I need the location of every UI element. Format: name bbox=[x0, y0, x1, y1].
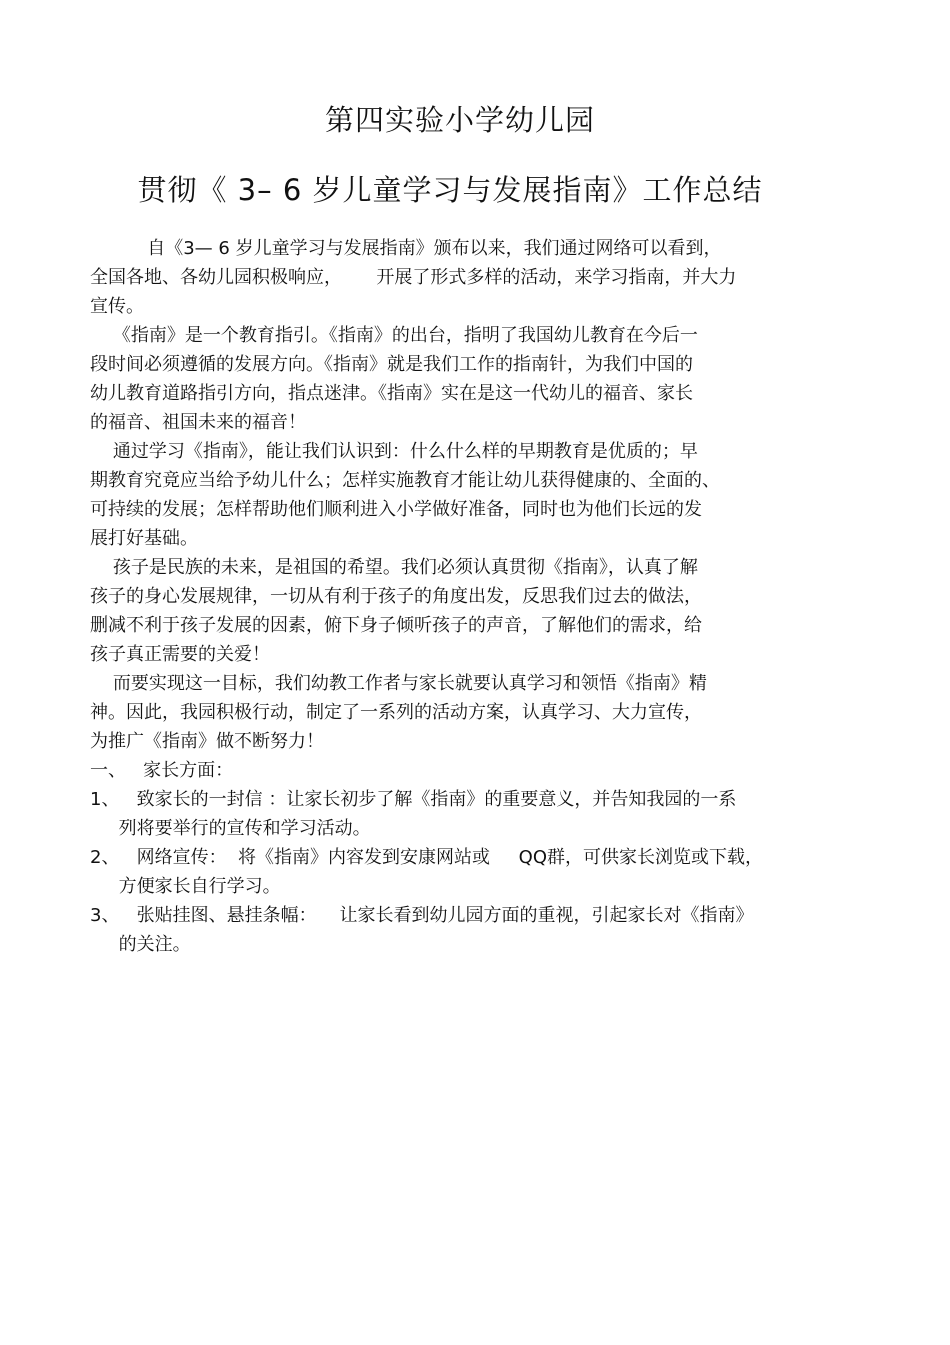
text-line: 全国各地、各幼儿园积极响应， 开展了形式多样的活动，来学习指南，并大力 bbox=[90, 267, 737, 288]
list-item-line: 的关注。 bbox=[90, 934, 191, 955]
document-subtitle: 贯彻《 3– 6 岁儿童学习与发展指南》工作总结 bbox=[137, 173, 763, 207]
list-item-line: 1、 致家长的一封信 ：让家长初步了解《指南》的重要意义，并告知我园的一系 bbox=[90, 789, 737, 810]
text-line: 可持续的发展；怎样帮助他们顺利进入小学做好准备，同时也为他们长远的发 bbox=[90, 499, 702, 520]
text-line: 为推广《指南》做不断努力！ bbox=[90, 731, 324, 752]
text-line: 《指南》是一个教育指引。《指南》的出台，指明了我国幼儿教育在今后一 bbox=[90, 325, 698, 346]
paragraph-3 bbox=[90, 437, 850, 553]
document-title: 第四实验小学幼儿园 bbox=[324, 103, 595, 137]
text-line: 通过学习《指南》，能让我们认识到：什么什么样的早期教育是优质的；早 bbox=[90, 441, 698, 462]
list-item-line: 列将要举行的宣传和学习活动。 bbox=[90, 818, 371, 839]
list-item-2 bbox=[90, 843, 850, 901]
text-line: 段时间必须遵循的发展方向。《指南》就是我们工作的指南针，为我们中国的 bbox=[90, 354, 693, 375]
list-item-3 bbox=[90, 901, 850, 959]
list-item-line: 3、 张贴挂图、悬挂条幅： 让家长看到幼儿园方面的重视，引起家长对《指南》 bbox=[90, 905, 754, 926]
list-item-1 bbox=[90, 785, 850, 843]
document-body bbox=[90, 234, 850, 959]
paragraph-5 bbox=[90, 669, 850, 756]
paragraph-1 bbox=[90, 234, 850, 321]
text-line: 孩子是民族的未来，是祖国的希望。我们必须认真贯彻《指南》，认真了解 bbox=[90, 557, 698, 578]
text-line: 幼儿教育道路指引方向，指点迷津。《指南》实在是这一代幼儿的福音、家长 bbox=[90, 383, 693, 404]
text-line: 的福音、祖国未来的福音！ bbox=[90, 412, 306, 433]
paragraph-4 bbox=[90, 553, 850, 669]
list-item-line: 方便家长自行学习。 bbox=[90, 876, 281, 897]
text-line: 孩子的身心发展规律，一切从有利于孩子的角度出发，反思我们过去的做法， bbox=[90, 586, 702, 607]
text-line: 展打好基础。 bbox=[90, 528, 198, 549]
paragraph-2 bbox=[90, 321, 850, 437]
list-item-line: 2、 网络宣传： 将《指南》内容发到安康网站或 QQ群，可供家长浏览或下载， bbox=[90, 847, 764, 868]
text-line: 删减不利于孩子发展的因素，俯下身子倾听孩子的声音，了解他们的需求，给 bbox=[90, 615, 702, 636]
section-heading: 一、 家长方面： bbox=[90, 760, 234, 781]
text-line: 孩子真正需要的关爱！ bbox=[90, 644, 270, 665]
text-line: 而要实现这一目标，我们幼教工作者与家长就要认真学习和领悟《指南》精 bbox=[90, 673, 707, 694]
text-line: 自《3— 6 岁儿童学习与发展指南》颁布以来，我们通过网络可以看到， bbox=[90, 238, 722, 259]
text-line: 神。因此，我园积极行动，制定了一系列的活动方案，认真学习、大力宣传， bbox=[90, 702, 702, 723]
text-line: 期教育究竟应当给予幼儿什么；怎样实施教育才能让幼儿获得健康的、全面的、 bbox=[90, 470, 720, 491]
text-line: 宣传。 bbox=[90, 296, 144, 317]
